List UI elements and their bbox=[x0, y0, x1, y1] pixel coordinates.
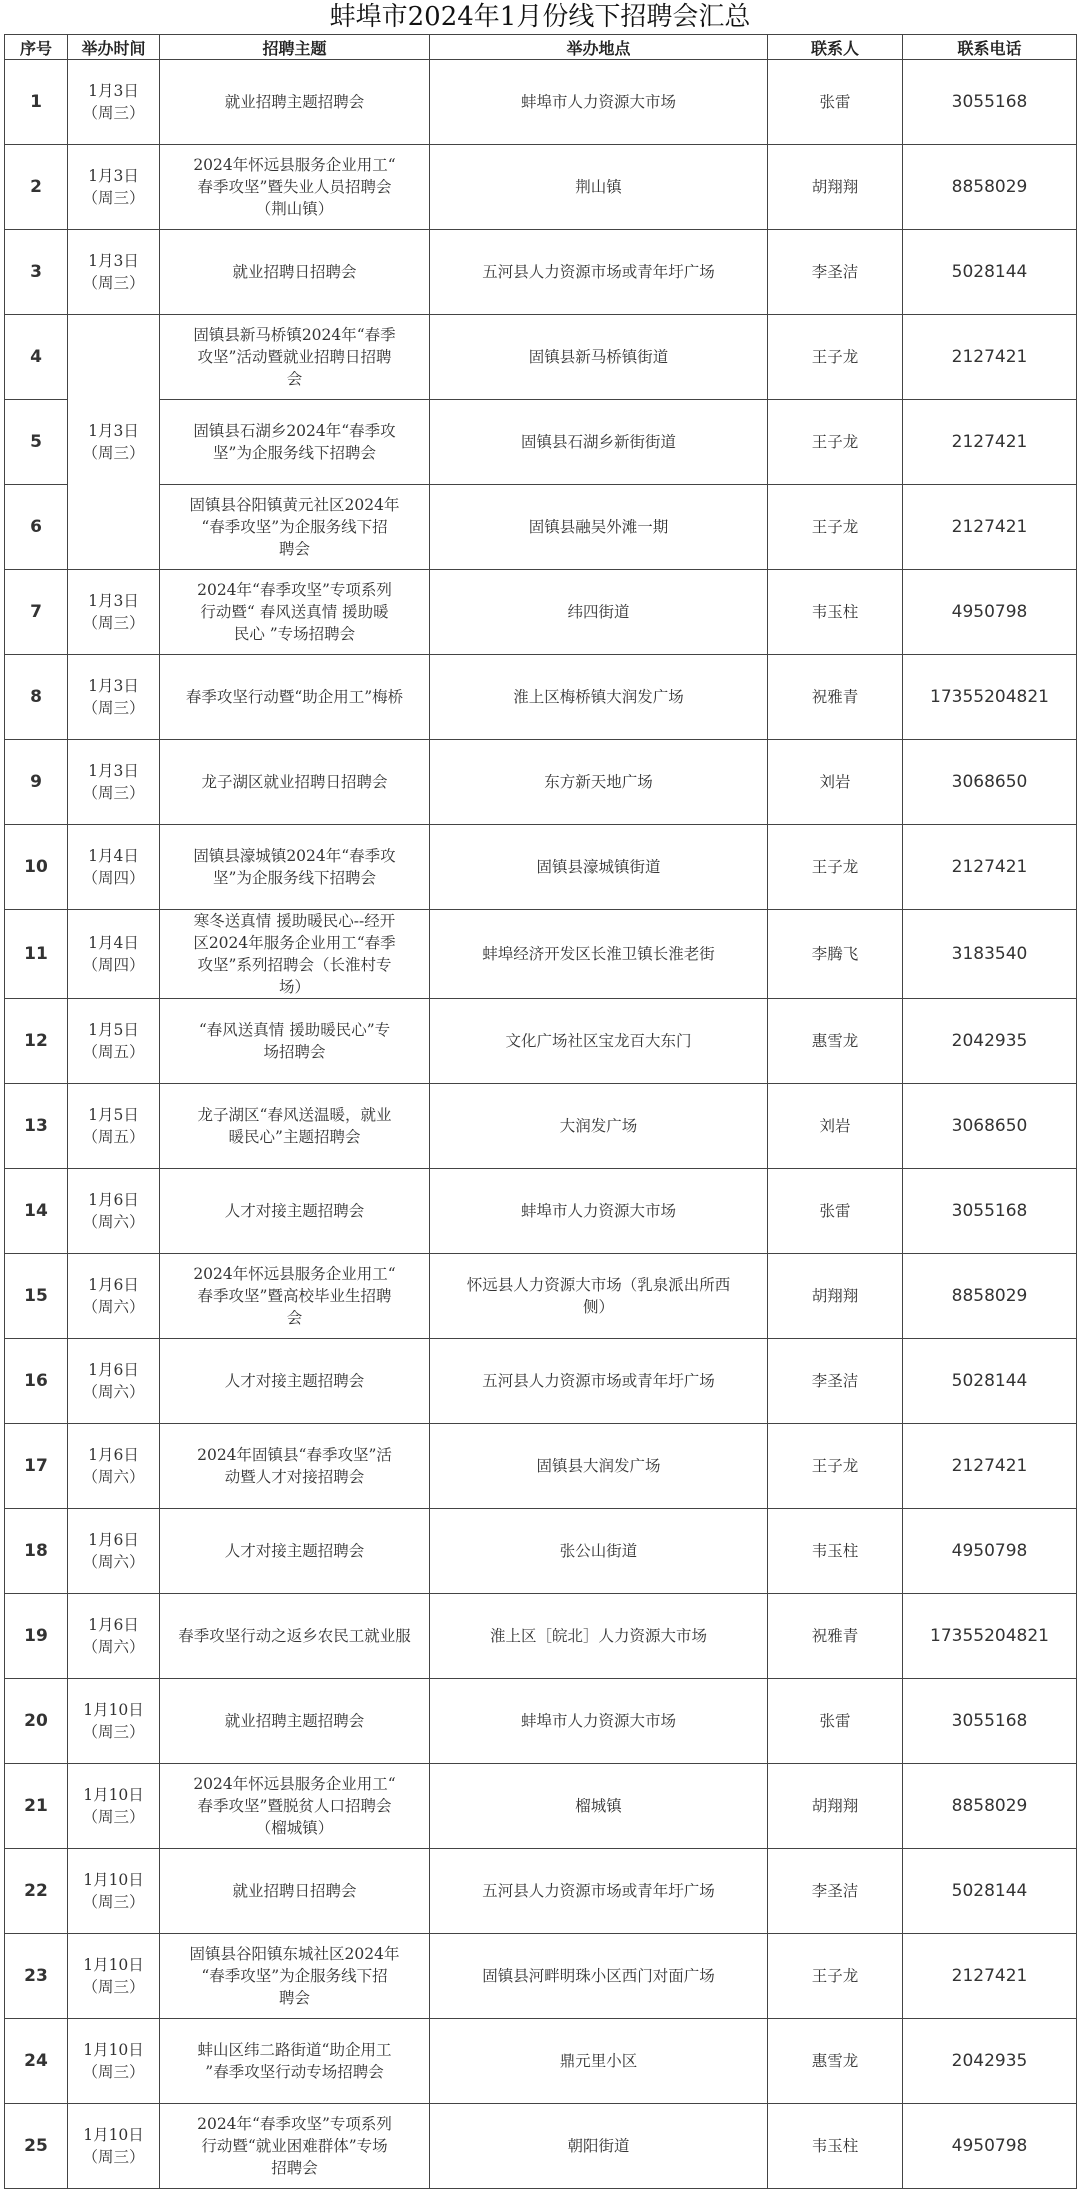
header-phone: 联系电话 bbox=[903, 35, 1077, 60]
row-date: 1月6日 （周六） bbox=[68, 1509, 160, 1594]
row-number: 15 bbox=[5, 1254, 68, 1339]
row-place: 怀远县人力资源大市场（乳泉派出所西 侧） bbox=[430, 1254, 768, 1339]
row-topic: 2024年“春季攻坚”专项系列 行动暨“ 春风送真情 援助暖 民心 ”专场招聘会 bbox=[160, 570, 430, 655]
row-place: 淮上区［皖北］人力资源大市场 bbox=[430, 1594, 768, 1679]
row-topic: 2024年怀远县服务企业用工“ 春季攻坚”暨失业人员招聘会 （荆山镇） bbox=[160, 145, 430, 230]
table-row bbox=[5, 1594, 1077, 1679]
table-row bbox=[5, 655, 1077, 740]
row-topic: 固镇县谷阳镇黄元社区2024年 “春季攻坚”为企服务线下招 聘会 bbox=[160, 485, 430, 570]
row-contact: 刘岩 bbox=[768, 740, 903, 825]
table-row bbox=[5, 145, 1077, 230]
row-topic: 蚌山区纬二路街道“助企用工 ”春季攻坚行动专场招聘会 bbox=[160, 2019, 430, 2104]
row-date: 1月4日 （周四） bbox=[68, 825, 160, 910]
table-row bbox=[5, 1169, 1077, 1254]
row-place: 五河县人力资源市场或青年圩广场 bbox=[430, 1339, 768, 1424]
row-topic: 就业招聘主题招聘会 bbox=[160, 1679, 430, 1764]
table-body bbox=[5, 60, 1077, 2189]
row-date: 1月10日 （周三） bbox=[68, 1764, 160, 1849]
row-contact: 胡翔翔 bbox=[768, 145, 903, 230]
table-row bbox=[5, 400, 1077, 485]
row-place: 东方新天地广场 bbox=[430, 740, 768, 825]
table-row bbox=[5, 1679, 1077, 1764]
row-number: 1 bbox=[5, 60, 68, 145]
row-place: 朝阳街道 bbox=[430, 2104, 768, 2189]
row-number: 10 bbox=[5, 825, 68, 910]
row-date: 1月3日 （周三） bbox=[68, 145, 160, 230]
table-row bbox=[5, 825, 1077, 910]
row-contact: 张雷 bbox=[768, 1169, 903, 1254]
row-date: 1月10日 （周三） bbox=[68, 2104, 160, 2189]
row-topic: 春季攻坚行动暨“助企用工”梅桥 bbox=[160, 655, 430, 740]
row-number: 23 bbox=[5, 1934, 68, 2019]
row-phone: 3183540 bbox=[903, 910, 1077, 999]
header-date: 举办时间 bbox=[68, 35, 160, 60]
row-place: 张公山街道 bbox=[430, 1509, 768, 1594]
row-phone: 5028144 bbox=[903, 1849, 1077, 1934]
row-contact: 王子龙 bbox=[768, 400, 903, 485]
table-row bbox=[5, 1509, 1077, 1594]
row-number: 7 bbox=[5, 570, 68, 655]
row-phone: 2127421 bbox=[903, 400, 1077, 485]
row-topic: 就业招聘主题招聘会 bbox=[160, 60, 430, 145]
row-place: 蚌埠市人力资源大市场 bbox=[430, 60, 768, 145]
row-place: 固镇县石湖乡新街街道 bbox=[430, 400, 768, 485]
header-contact: 联系人 bbox=[768, 35, 903, 60]
row-date: 1月4日 （周四） bbox=[68, 910, 160, 999]
row-contact: 李圣洁 bbox=[768, 230, 903, 315]
header-seq: 序号 bbox=[5, 35, 68, 60]
table-row bbox=[5, 1849, 1077, 1934]
row-contact: 王子龙 bbox=[768, 825, 903, 910]
document-title: 蚌埠市2024年1月份线下招聘会汇总 bbox=[329, 2, 751, 32]
header-place: 举办地点 bbox=[430, 35, 768, 60]
row-topic: 固镇县谷阳镇东城社区2024年 “春季攻坚”为企服务线下招 聘会 bbox=[160, 1934, 430, 2019]
row-place: 蚌埠市人力资源大市场 bbox=[430, 1679, 768, 1764]
row-topic: 2024年“春季攻坚”专项系列 行动暨“就业困难群体”专场 招聘会 bbox=[160, 2104, 430, 2189]
row-number: 17 bbox=[5, 1424, 68, 1509]
row-number: 9 bbox=[5, 740, 68, 825]
row-topic: 固镇县石湖乡2024年“春季攻 坚”为企服务线下招聘会 bbox=[160, 400, 430, 485]
row-place: 固镇县河畔明珠小区西门对面广场 bbox=[430, 1934, 768, 2019]
row-phone: 8858029 bbox=[903, 1254, 1077, 1339]
row-phone: 2127421 bbox=[903, 315, 1077, 400]
row-contact: 张雷 bbox=[768, 60, 903, 145]
row-number: 16 bbox=[5, 1339, 68, 1424]
row-phone: 5028144 bbox=[903, 1339, 1077, 1424]
row-phone: 3068650 bbox=[903, 1084, 1077, 1169]
row-place: 鼎元里小区 bbox=[430, 2019, 768, 2104]
row-topic: 人才对接主题招聘会 bbox=[160, 1339, 430, 1424]
row-phone: 4950798 bbox=[903, 2104, 1077, 2189]
row-phone: 17355204821 bbox=[903, 655, 1077, 740]
row-contact: 王子龙 bbox=[768, 1424, 903, 1509]
row-contact: 李腾飞 bbox=[768, 910, 903, 999]
row-contact: 祝雅青 bbox=[768, 1594, 903, 1679]
row-number: 2 bbox=[5, 145, 68, 230]
row-date: 1月6日 （周六） bbox=[68, 1254, 160, 1339]
row-contact: 王子龙 bbox=[768, 315, 903, 400]
row-phone: 4950798 bbox=[903, 570, 1077, 655]
row-topic: 春季攻坚行动之返乡农民工就业服 bbox=[160, 1594, 430, 1679]
row-number: 11 bbox=[5, 910, 68, 999]
table-row bbox=[5, 1254, 1077, 1339]
row-date: 1月3日 （周三） bbox=[68, 60, 160, 145]
row-contact: 胡翔翔 bbox=[768, 1764, 903, 1849]
row-number: 14 bbox=[5, 1169, 68, 1254]
row-number: 5 bbox=[5, 400, 68, 485]
row-number: 22 bbox=[5, 1849, 68, 1934]
table-row bbox=[5, 2104, 1077, 2189]
row-phone: 3055168 bbox=[903, 60, 1077, 145]
row-contact: 王子龙 bbox=[768, 485, 903, 570]
row-topic: 龙子湖区“春风送温暖，就业 暖民心”主题招聘会 bbox=[160, 1084, 430, 1169]
row-contact: 李圣洁 bbox=[768, 1849, 903, 1934]
row-phone: 8858029 bbox=[903, 145, 1077, 230]
row-date: 1月6日 （周六） bbox=[68, 1424, 160, 1509]
table-row bbox=[5, 230, 1077, 315]
row-date: 1月5日 （周五） bbox=[68, 1084, 160, 1169]
table-row bbox=[5, 570, 1077, 655]
row-number: 21 bbox=[5, 1764, 68, 1849]
table-row bbox=[5, 315, 1077, 400]
row-number: 8 bbox=[5, 655, 68, 740]
row-number: 19 bbox=[5, 1594, 68, 1679]
row-place: 五河县人力资源市场或青年圩广场 bbox=[430, 230, 768, 315]
row-topic: 2024年固镇县“春季攻坚”活 动暨人才对接招聘会 bbox=[160, 1424, 430, 1509]
row-topic: 人才对接主题招聘会 bbox=[160, 1169, 430, 1254]
row-contact: 李圣洁 bbox=[768, 1339, 903, 1424]
row-phone: 2042935 bbox=[903, 999, 1077, 1084]
row-contact: 韦玉柱 bbox=[768, 2104, 903, 2189]
row-topic: 龙子湖区就业招聘日招聘会 bbox=[160, 740, 430, 825]
row-number: 13 bbox=[5, 1084, 68, 1169]
table-row bbox=[5, 910, 1077, 999]
row-topic: “春风送真情 援助暖民心”专 场招聘会 bbox=[160, 999, 430, 1084]
row-place: 荆山镇 bbox=[430, 145, 768, 230]
row-place: 固镇县濠城镇街道 bbox=[430, 825, 768, 910]
row-phone: 2127421 bbox=[903, 485, 1077, 570]
row-place: 蚌埠市人力资源大市场 bbox=[430, 1169, 768, 1254]
row-phone: 2127421 bbox=[903, 825, 1077, 910]
header-topic: 招聘主题 bbox=[160, 35, 430, 60]
row-date: 1月3日 （周三） bbox=[68, 230, 160, 315]
row-place: 大润发广场 bbox=[430, 1084, 768, 1169]
row-date: 1月6日 （周六） bbox=[68, 1169, 160, 1254]
table-row bbox=[5, 2019, 1077, 2104]
row-phone: 2127421 bbox=[903, 1424, 1077, 1509]
row-place: 蚌埠经济开发区长淮卫镇长淮老街 bbox=[430, 910, 768, 999]
row-number: 4 bbox=[5, 315, 68, 400]
row-contact: 韦玉柱 bbox=[768, 1509, 903, 1594]
row-topic: 就业招聘日招聘会 bbox=[160, 230, 430, 315]
row-date: 1月3日 （周三） bbox=[68, 740, 160, 825]
row-phone: 5028144 bbox=[903, 230, 1077, 315]
row-contact: 韦玉柱 bbox=[768, 570, 903, 655]
row-contact: 惠雪龙 bbox=[768, 999, 903, 1084]
job-fair-table bbox=[4, 34, 1077, 2189]
table-row bbox=[5, 1339, 1077, 1424]
row-number: 25 bbox=[5, 2104, 68, 2189]
row-number: 20 bbox=[5, 1679, 68, 1764]
row-place: 五河县人力资源市场或青年圩广场 bbox=[430, 1849, 768, 1934]
table-row bbox=[5, 740, 1077, 825]
row-number: 6 bbox=[5, 485, 68, 570]
table-row bbox=[5, 1424, 1077, 1509]
table-row bbox=[5, 60, 1077, 145]
row-contact: 张雷 bbox=[768, 1679, 903, 1764]
row-date: 1月3日 （周三） bbox=[68, 315, 160, 570]
table-row bbox=[5, 1934, 1077, 2019]
row-phone: 3068650 bbox=[903, 740, 1077, 825]
row-date: 1月10日 （周三） bbox=[68, 1934, 160, 2019]
table-row bbox=[5, 1084, 1077, 1169]
row-number: 18 bbox=[5, 1509, 68, 1594]
row-date: 1月6日 （周六） bbox=[68, 1594, 160, 1679]
row-place: 固镇县大润发广场 bbox=[430, 1424, 768, 1509]
row-number: 24 bbox=[5, 2019, 68, 2104]
row-place: 淮上区梅桥镇大润发广场 bbox=[430, 655, 768, 740]
row-contact: 刘岩 bbox=[768, 1084, 903, 1169]
row-date: 1月10日 （周三） bbox=[68, 1679, 160, 1764]
row-topic: 2024年怀远县服务企业用工“ 春季攻坚”暨脱贫人口招聘会 （榴城镇） bbox=[160, 1764, 430, 1849]
row-phone: 4950798 bbox=[903, 1509, 1077, 1594]
row-phone: 3055168 bbox=[903, 1679, 1077, 1764]
row-place: 文化广场社区宝龙百大东门 bbox=[430, 999, 768, 1084]
row-contact: 惠雪龙 bbox=[768, 2019, 903, 2104]
row-phone: 2042935 bbox=[903, 2019, 1077, 2104]
row-number: 3 bbox=[5, 230, 68, 315]
row-date: 1月3日 （周三） bbox=[68, 655, 160, 740]
row-topic: 寒冬送真情 援助暖民心--经开 区2024年服务企业用工“春季 攻坚”系列招聘会（长淮村专 场） bbox=[160, 910, 430, 999]
row-date: 1月10日 （周三） bbox=[68, 2019, 160, 2104]
row-contact: 胡翔翔 bbox=[768, 1254, 903, 1339]
row-date: 1月5日 （周五） bbox=[68, 999, 160, 1084]
row-place: 纬四街道 bbox=[430, 570, 768, 655]
row-number: 12 bbox=[5, 999, 68, 1084]
row-place: 固镇县融吴外滩一期 bbox=[430, 485, 768, 570]
row-topic: 固镇县濠城镇2024年“春季攻 坚”为企服务线下招聘会 bbox=[160, 825, 430, 910]
row-place: 固镇县新马桥镇街道 bbox=[430, 315, 768, 400]
row-contact: 王子龙 bbox=[768, 1934, 903, 2019]
row-topic: 2024年怀远县服务企业用工“ 春季攻坚”暨高校毕业生招聘 会 bbox=[160, 1254, 430, 1339]
row-phone: 17355204821 bbox=[903, 1594, 1077, 1679]
row-topic: 人才对接主题招聘会 bbox=[160, 1509, 430, 1594]
table-row bbox=[5, 485, 1077, 570]
row-date: 1月6日 （周六） bbox=[68, 1339, 160, 1424]
table-row bbox=[5, 1764, 1077, 1849]
table-header-row bbox=[5, 35, 1077, 60]
row-date: 1月10日 （周三） bbox=[68, 1849, 160, 1934]
row-phone: 2127421 bbox=[903, 1934, 1077, 2019]
row-place: 榴城镇 bbox=[430, 1764, 768, 1849]
row-date: 1月3日 （周三） bbox=[68, 570, 160, 655]
row-phone: 8858029 bbox=[903, 1764, 1077, 1849]
row-contact: 祝雅青 bbox=[768, 655, 903, 740]
row-topic: 就业招聘日招聘会 bbox=[160, 1849, 430, 1934]
table-row bbox=[5, 999, 1077, 1084]
row-phone: 3055168 bbox=[903, 1169, 1077, 1254]
row-topic: 固镇县新马桥镇2024年“春季 攻坚”活动暨就业招聘日招聘 会 bbox=[160, 315, 430, 400]
